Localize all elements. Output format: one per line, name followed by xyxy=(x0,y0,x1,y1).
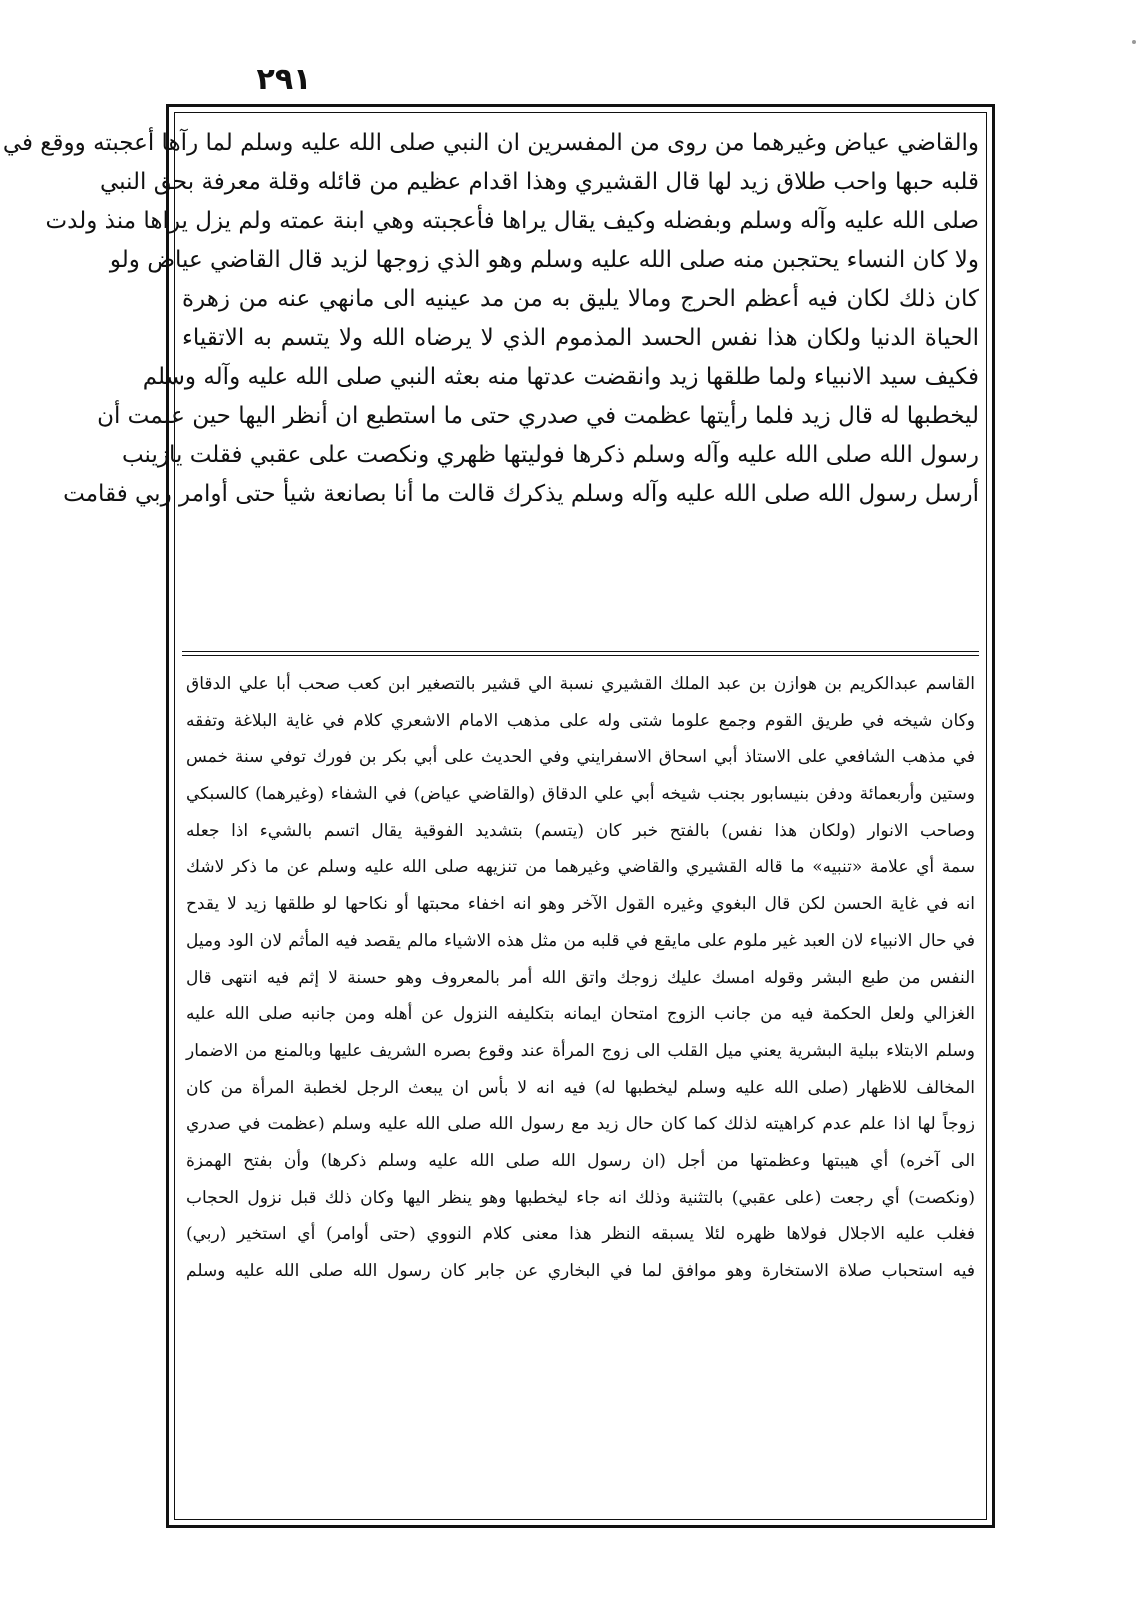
commentary-line: وكان شيخه في طريق القوم وجمع علوما شتى وله على مذهب الامام الاشعري كلام في غاية البلاغة وتفقه xyxy=(186,710,975,731)
commentary-line: الى آخره) أي هيبتها وعظمتها من أجل (ان رسول الله صلى الله عليه وسلم ذكرها) وأن بفتح الهمزة xyxy=(186,1150,975,1171)
commentary-line: وصاحب الانوار (ولكان هذا نفس) بالفتح خبر كان (يتسم) بتشديد الفوقية يقال اتسم بالشيء اذا جعله xyxy=(186,820,975,841)
main-text-line: قلبه حبها واحب طلاق زيد لها قال القشيري وهذا اقدام عظيم من قائله وقلة معرفة بحق النبي xyxy=(99,169,979,195)
commentary-line: سمة أي علامة «تنبيه» ما قاله القشيري والقاضي وغيرهما من تنزيهه صلى الله عليه وسلم عن ما ذكر لاشك xyxy=(186,857,975,878)
commentary-line: في حال الانبياء لان العبد غير ملوم على مايقع في قلبه من مثل هذه الاشياء مالم يقصد فيه المأثم لان الود وميل xyxy=(186,930,975,951)
commentary-line: وستين وأربعمائة ودفن بنيسابور بجنب شيخه أبي علي الدقاق (والقاضي عياض) في الشفاء (وغيرهما) كالسبكي xyxy=(186,784,975,805)
commentary-line: انه في غاية الحسن لكن قال البغوي وغيره القول الآخر وهو انه اخفاء محبتها أو نكاحها لو طلقها زيد لا يقدح xyxy=(186,894,975,915)
commentary-line: النفس من طبع البشر وقوله امسك عليك زوجك واتق الله أمر بالمعروف وهو حسنة لا إثم فيه انتهى قال xyxy=(186,967,976,988)
main-text-line: والقاضي عياض وغيرهما من روى من المفسرين ان النبي صلى الله عليه وسلم لما رآها أعجبته ووقع في xyxy=(2,130,979,156)
commentary-line: فيه استحباب صلاة الاستخارة وهو موافق لما في البخاري عن جابر كان رسول الله صلى الله عليه وسلم xyxy=(186,1261,975,1281)
commentary-line: (ونكصت) أي رجعت (على عقبي) بالتثنية وذلك انه جاء ليخطبها وهو ينظر اليها وكان ذلك قبل نزول الحجاب xyxy=(186,1187,975,1208)
commentary-block xyxy=(186,666,975,1290)
commentary-line: الغزالي ولعل الحكمة فيه من جانب الزوج امتحان ايمانه بتكليفه النزول عن أهله ومن جانبه صلى الله عليه xyxy=(186,1004,975,1025)
section-divider xyxy=(182,651,979,652)
scan-speck xyxy=(1132,40,1136,44)
main-text-line: صلى الله عليه وآله وسلم وبفضله وكيف يقال يراها فأعجبته وهي ابنة عمته ولم يزل يراها منذ ولدت xyxy=(45,208,979,234)
commentary-line: في مذهب الشافعي على الاستاذ أبي اسحاق الاسفرايني وفي الحديث على أبي بكر بن فورك توفي سنة خمس xyxy=(186,747,975,768)
main-text-block xyxy=(2,124,979,514)
commentary-line: وسلم الابتلاء ببلية البشرية يعني ميل القلب الى زوج المرأة عند وقوع بصره الشريف عليها وبالمنع من الاضمار xyxy=(186,1040,975,1061)
commentary-line: القاسم عبدالكريم بن هوازن بن عبد الملك القشيري نسبة الي قشير بالتصغير ابن كعب صحب أبا علي الدقاق xyxy=(186,674,975,694)
main-text-line: كان ذلك لكان فيه أعظم الحرج ومالا يليق به من مد عينيه الى مانهي عنه من زهرة xyxy=(182,286,979,312)
page-number: ٢٩١ xyxy=(256,62,312,97)
commentary-line: فغلب عليه الاجلال فولاها ظهره لئلا يسبقه النظر هذا معنى كلام النووي (حتى أوامر) أي استخير (ربي) xyxy=(186,1224,975,1245)
section-divider xyxy=(182,655,979,656)
main-text-line: ولا كان النساء يحتجبن منه صلى الله عليه وسلم وهو الذي زوجها لزيد قال القاضي عياض ولو xyxy=(109,247,979,273)
main-text-line: ليخطبها له قال زيد فلما رأيتها عظمت في صدري حتى ما استطيع ان أنظر اليها حين علمت أن xyxy=(97,403,979,429)
main-text-line: الحياة الدنيا ولكان هذا نفس الحسد المذموم الذي لا يرضاه الله ولا يتسم به الاتقياء xyxy=(182,325,979,351)
commentary-line: زوجاً لها اذا علم عدم كراهيته لذلك كما كان حال زيد مع رسول الله صلى الله عليه وسلم (عظمت في صدري xyxy=(186,1114,975,1135)
main-text-line: رسول الله صلى الله عليه وآله وسلم ذكرها فوليتها ظهري ونكصت على عقبي فقلت يازينب xyxy=(121,442,979,468)
main-text-line: فكيف سيد الانبياء ولما طلقها زيد وانقضت عدتها منه بعثه النبي صلى الله عليه وآله وسلم xyxy=(142,364,979,390)
main-text-line: أرسل رسول الله صلى الله عليه وآله وسلم يذكرك قالت ما أنا بصانعة شيأ حتى أوامر ربي فقامت xyxy=(63,481,979,507)
commentary-line: المخالف للاظهار (صلى الله عليه وسلم ليخطبها له) فيه انه لا بأس ان يبعث الرجل لخطبة المرأة من كان xyxy=(186,1077,975,1098)
